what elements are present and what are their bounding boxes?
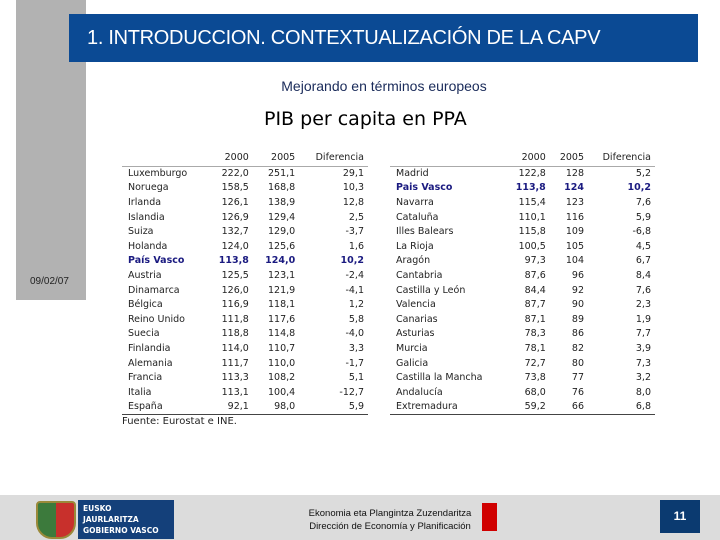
value-diferencia: 10,2 [627, 182, 651, 194]
page-number: 11 [660, 500, 700, 533]
value-2005: 129,4 [268, 211, 296, 223]
logo-line-2: GOBIERNO VASCO [83, 526, 159, 535]
value-2005: 251,1 [268, 168, 296, 180]
table-row [122, 297, 368, 312]
table-row [122, 312, 368, 327]
value-2000: 158,5 [221, 182, 249, 194]
slide-date: 09/02/07 [30, 276, 69, 287]
value-2000: 222,0 [221, 168, 249, 180]
value-diferencia: 5,8 [348, 313, 364, 325]
region-name: Castilla la Mancha [396, 372, 483, 384]
value-diferencia: -12,7 [339, 386, 364, 398]
table-row [122, 224, 368, 239]
table-row [390, 370, 655, 385]
value-2000: 114,0 [221, 342, 249, 354]
value-diferencia: 10,3 [342, 182, 364, 194]
footer-line-1: Ekonomia eta Plangintza Zuzendaritza [308, 508, 472, 519]
col-header-2000: 2000 [206, 150, 252, 166]
table-row [390, 400, 655, 415]
region-name: Francia [128, 372, 163, 384]
value-diferencia: 7,3 [635, 357, 651, 369]
logo-line-1: EUSKO JAURLARITZA [83, 504, 139, 524]
value-2005: 89 [571, 313, 584, 325]
value-2000: 110,1 [518, 211, 546, 223]
value-2005: 105 [565, 240, 584, 252]
value-diferencia: 3,9 [635, 342, 651, 354]
value-2000: 73,8 [524, 372, 546, 384]
region-name: Andalucía [396, 386, 443, 398]
col-header-diferencia: Diferencia [588, 150, 655, 166]
region-name: Madrid [396, 168, 429, 180]
value-2005: 117,6 [268, 313, 296, 325]
value-diferencia: -3,7 [345, 226, 364, 238]
col-header [122, 150, 206, 166]
value-diferencia: 1,6 [348, 240, 364, 252]
value-diferencia: 5,1 [348, 372, 364, 384]
footer-department [300, 507, 480, 533]
value-2000: 68,0 [524, 386, 546, 398]
table-row [390, 181, 655, 196]
region-name: Bélgica [128, 299, 163, 311]
value-diferencia: -4,1 [345, 284, 364, 296]
region-name: Dinamarca [128, 284, 180, 296]
value-diferencia: 6,8 [588, 400, 655, 415]
table-row [122, 385, 368, 400]
table-row [390, 297, 655, 312]
table-row [390, 268, 655, 283]
table-row [390, 210, 655, 225]
table-row [390, 239, 655, 254]
table-row [122, 370, 368, 385]
value-2005: 110,0 [268, 357, 296, 369]
value-diferencia: 7,6 [635, 196, 651, 208]
region-name: Extremadura [390, 400, 505, 415]
value-diferencia: 3,2 [635, 372, 651, 384]
table-title: PIB per capita en PPA [264, 108, 467, 130]
value-2000: 115,4 [518, 196, 546, 208]
table-row [390, 312, 655, 327]
value-diferencia: -6,8 [632, 226, 651, 238]
region-name: Finlandia [128, 342, 171, 354]
value-2000: 125,5 [221, 269, 249, 281]
value-2000: 72,7 [524, 357, 546, 369]
value-diferencia: 1,9 [635, 313, 651, 325]
region-name: País Vasco [128, 255, 185, 267]
value-2005: 110,7 [268, 342, 296, 354]
region-name: Valencia [396, 299, 436, 311]
region-name: Reino Unido [128, 313, 185, 325]
value-2000: 113,1 [221, 386, 249, 398]
table-row [122, 166, 368, 181]
value-diferencia: 8,4 [635, 269, 651, 281]
value-2005: 80 [571, 357, 584, 369]
value-diferencia: 4,5 [635, 240, 651, 252]
region-name: Noruega [128, 182, 169, 194]
value-2005: 77 [571, 372, 584, 384]
table-row [122, 254, 368, 269]
value-2005: 86 [571, 328, 584, 340]
table-row [122, 341, 368, 356]
value-2005: 121,9 [268, 284, 296, 296]
region-name: Holanda [128, 240, 168, 252]
value-2000: 116,9 [221, 299, 249, 311]
value-2005: 125,6 [268, 240, 296, 252]
europe-table [122, 150, 368, 415]
value-diferencia: 5,2 [635, 168, 651, 180]
region-name: Asturias [396, 328, 435, 340]
value-diferencia: 2,3 [635, 299, 651, 311]
region-name: Murcia [396, 342, 428, 354]
region-name: Luxemburgo [128, 168, 188, 180]
value-2000: 126,0 [221, 284, 249, 296]
value-2005: 124 [564, 182, 584, 194]
value-2005: 66 [550, 400, 588, 415]
value-2005: 100,4 [268, 386, 296, 398]
value-2000: 113,3 [221, 372, 249, 384]
value-2005: 108,2 [268, 372, 296, 384]
region-name: Cataluña [396, 211, 439, 223]
slide-title: 1. INTRODUCCION. CONTEXTUALIZACIÓN DE LA CAPV [69, 14, 698, 62]
value-2000: 100,5 [518, 240, 546, 252]
value-2000: 126,1 [221, 196, 249, 208]
value-diferencia: -4,0 [345, 328, 364, 340]
value-2005: 109 [565, 226, 584, 238]
value-2005: 123,1 [268, 269, 296, 281]
value-diferencia: -1,7 [345, 357, 364, 369]
table-row [122, 268, 368, 283]
region-name: Castilla y León [396, 284, 466, 296]
table-row [390, 341, 655, 356]
value-2000: 118,8 [221, 328, 249, 340]
value-diferencia: 8,0 [635, 386, 651, 398]
region-name: Canarias [396, 313, 438, 325]
region-name: España [122, 400, 206, 415]
table-row [390, 385, 655, 400]
value-2000: 113,8 [515, 182, 546, 194]
source-note: Fuente: Eurostat e INE. [122, 416, 237, 427]
table-row [390, 254, 655, 269]
value-2005: 98,0 [253, 400, 299, 415]
value-diferencia: 2,5 [348, 211, 364, 223]
value-2005: 104 [565, 255, 584, 267]
value-2005: 114,8 [268, 328, 296, 340]
table-row [122, 400, 368, 415]
table-row [122, 283, 368, 298]
value-2000: 78,1 [524, 342, 546, 354]
table-row [390, 283, 655, 298]
value-2000: 132,7 [221, 226, 249, 238]
region-name: Suiza [128, 226, 154, 238]
value-diferencia: 3,3 [348, 342, 364, 354]
region-name: Navarra [396, 196, 434, 208]
gobierno-vasco-logo [36, 500, 174, 539]
value-2000: 84,4 [524, 284, 546, 296]
value-2005: 129,0 [268, 226, 296, 238]
col-header-diferencia: Diferencia [299, 150, 368, 166]
value-2000: 78,3 [524, 328, 546, 340]
table-row [122, 356, 368, 371]
value-2005: 90 [571, 299, 584, 311]
value-2000: 59,2 [505, 400, 550, 415]
table-row [390, 356, 655, 371]
value-diferencia: 7,7 [635, 328, 651, 340]
region-name: Alemania [128, 357, 173, 369]
region-name: Islandia [128, 211, 165, 223]
value-2005: 82 [571, 342, 584, 354]
value-diferencia: 5,9 [299, 400, 368, 415]
region-name: Pais Vasco [396, 182, 453, 194]
footer-line-2: Dirección de Economía y Planificación [309, 521, 471, 532]
value-2000: 113,8 [218, 255, 249, 267]
value-diferencia: 1,2 [348, 299, 364, 311]
value-diferencia: 6,7 [635, 255, 651, 267]
region-name: Suecia [128, 328, 160, 340]
col-header-2005: 2005 [550, 150, 588, 166]
value-2000: 111,7 [221, 357, 249, 369]
col-header [390, 150, 505, 166]
value-2000: 87,6 [524, 269, 546, 281]
region-name: Austria [128, 269, 162, 281]
table-row [390, 224, 655, 239]
region-name: Italia [128, 386, 152, 398]
region-name: Aragón [396, 255, 431, 267]
value-2000: 87,1 [524, 313, 546, 325]
col-header-2000: 2000 [505, 150, 550, 166]
region-name: Cantabria [396, 269, 443, 281]
value-diferencia: 29,1 [342, 168, 364, 180]
table-row [390, 166, 655, 181]
value-2000: 92,1 [206, 400, 252, 415]
value-2000: 87,7 [524, 299, 546, 311]
value-diferencia: 7,6 [635, 284, 651, 296]
value-diferencia: 10,2 [340, 255, 364, 267]
value-diferencia: -2,4 [345, 269, 364, 281]
value-2005: 128 [565, 168, 584, 180]
value-2005: 138,9 [268, 196, 296, 208]
region-name: Illes Balears [396, 226, 454, 238]
coat-of-arms-icon [36, 501, 76, 539]
slide-subtitle: Mejorando en términos europeos [281, 78, 487, 94]
value-2005: 116 [565, 211, 584, 223]
value-diferencia: 12,8 [342, 196, 364, 208]
region-name: La Rioja [396, 240, 434, 252]
value-2000: 126,9 [221, 211, 249, 223]
table-row [122, 181, 368, 196]
value-2000: 124,0 [221, 240, 249, 252]
value-2005: 118,1 [268, 299, 296, 311]
col-header-2005: 2005 [253, 150, 299, 166]
value-2005: 168,8 [268, 182, 296, 194]
value-2005: 96 [571, 269, 584, 281]
region-name: Galicia [396, 357, 429, 369]
table-row [122, 210, 368, 225]
table-row [122, 327, 368, 342]
value-2005: 123 [565, 196, 584, 208]
value-2000: 115,8 [518, 226, 546, 238]
value-2000: 97,3 [524, 255, 546, 267]
table-row [122, 239, 368, 254]
value-2005: 76 [571, 386, 584, 398]
value-2000: 122,8 [518, 168, 546, 180]
table-row [122, 195, 368, 210]
region-name: Irlanda [128, 196, 162, 208]
table-row [390, 195, 655, 210]
red-accent-block [482, 503, 497, 531]
value-2000: 111,8 [221, 313, 249, 325]
value-2005: 92 [571, 284, 584, 296]
spain-table [390, 150, 655, 415]
table-row [390, 327, 655, 342]
value-2005: 124,0 [265, 255, 296, 267]
value-diferencia: 5,9 [635, 211, 651, 223]
